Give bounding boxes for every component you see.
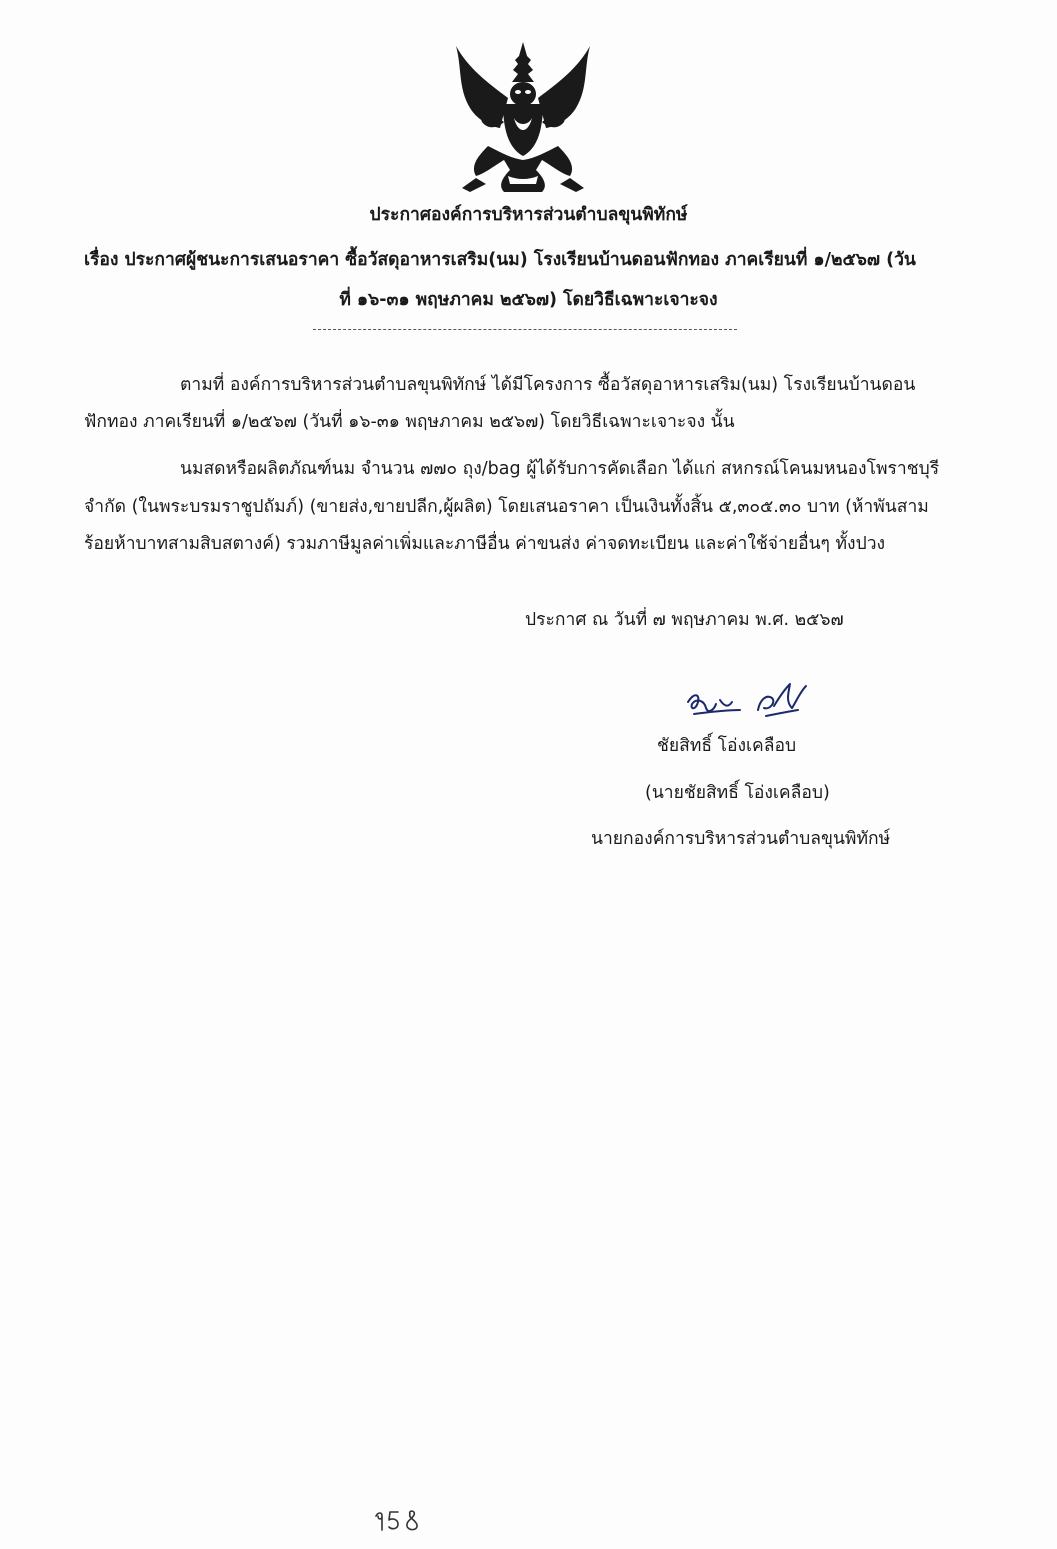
announcement-date: ประกาศ ณ วันที่ ๗ พฤษภาคม พ.ศ. ๒๕๖๗ (525, 610, 844, 630)
handwritten-page-note (372, 1506, 432, 1534)
signer-position: นายกองค์การบริหารส่วนตำบลขุนพิทักษ์ (591, 829, 891, 849)
dashed-divider (313, 329, 737, 330)
body-paragraph-1-line-1: ตามที่ องค์การบริหารส่วนตำบลขุนพิทักษ์ ได้มีโครงการ ซื้อวัสดุอาหารเสริม(นม) โรงเรียนบ้านดอน (180, 375, 916, 395)
document-title: ประกาศองค์การบริหารส่วนตำบลขุนพิทักษ์ (369, 205, 688, 225)
signer-full-name: (นายชัยสิทธิ์ โอ่งเคลือบ) (645, 783, 830, 803)
subject-line-1: เรื่อง ประกาศผู้ชนะการเสนอราคา ซื้อวัสดุอาหารเสริม(นม) โรงเรียนบ้านดอนฟักทอง ภาคเรียนที่ ๑/๒๕๖๗ (วัน (84, 250, 916, 270)
body-paragraph-1-line-2: ฟักทอง ภาคเรียนที่ ๑/๒๕๖๗ (วันที่ ๑๖-๓๑ พฤษภาคม ๒๕๖๗) โดยวิธีเฉพาะเจาะจง นั้น (84, 412, 735, 432)
body-paragraph-2-line-1: นมสดหรือผลิตภัณฑ์นม จำนวน ๗๗๐ ถุง/bag ผู้ได้รับการคัดเลือก ได้แก่ สหกรณ์โคนมหนองโพราชบุรี (180, 459, 940, 479)
subject-line-2: ที่ ๑๖-๓๑ พฤษภาคม ๒๕๖๗) โดยวิธีเฉพาะเจาะจง (339, 290, 718, 310)
signer-name: ชัยสิทธิ์ โอ่งเคลือบ (657, 736, 797, 756)
body-paragraph-2-line-2: จำกัด (ในพระบรมราชูปถัมภ์) (ขายส่ง,ขายปลีก,ผู้ผลิต) โดยเสนอราคา เป็นเงินทั้งสิ้น ๕,๓๐๕.๓๐ บาท (ห้าพันสาม (84, 497, 929, 517)
body-paragraph-2-line-3: ร้อยห้าบาทสามสิบสตางค์) รวมภาษีมูลค่าเพิ่มและภาษีอื่น ค่าขนส่ง ค่าจดทะเบียน และค่าใช้จ่ายอื่นๆ ทั้งปวง (84, 534, 886, 554)
handwritten-signature (680, 680, 820, 724)
garuda-emblem-icon (448, 38, 598, 198)
